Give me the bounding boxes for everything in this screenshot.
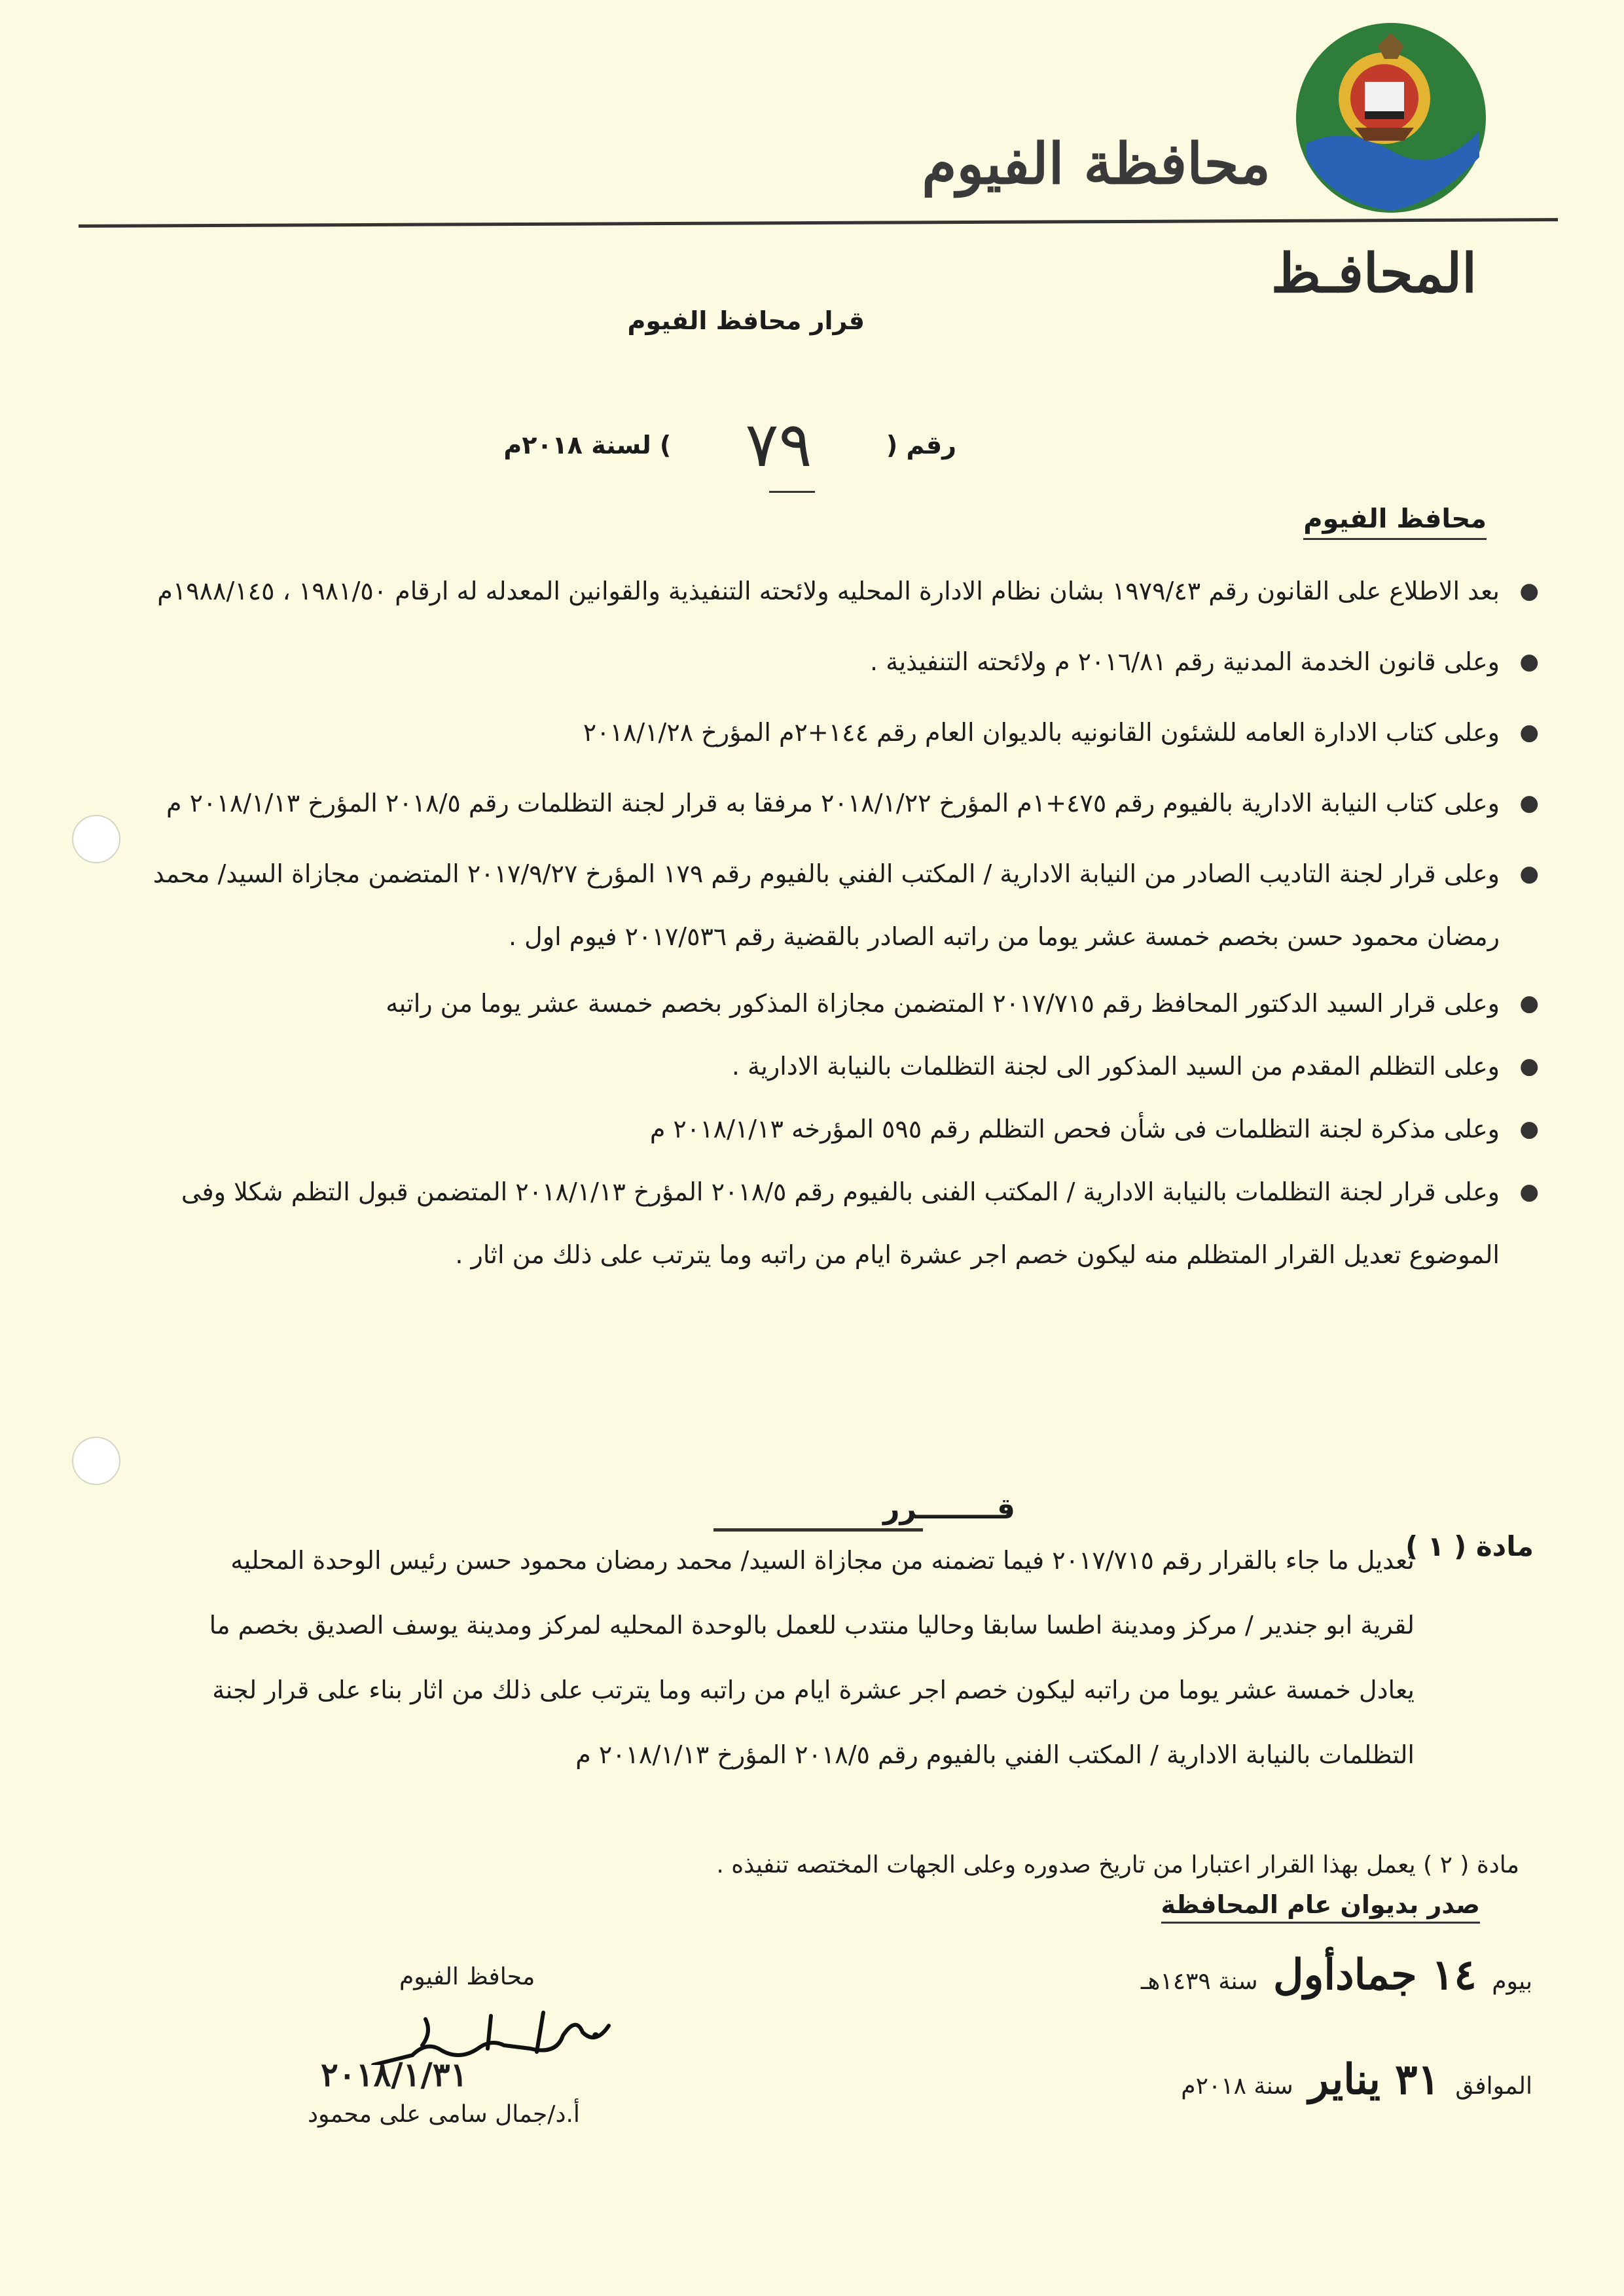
article-2	[145, 1846, 1519, 1885]
day-label: بيوم	[1492, 1968, 1532, 1995]
clause-item: ● وعلى كتاب الادارة العامه للشئون القانونيه بالديوان العام رقم ١٤٤+٢م المؤرخ ٢٠١٨/١/٢٨	[583, 718, 1539, 747]
article-2-label: مادة ( ٢ )	[1423, 1852, 1519, 1878]
signatory-name: أ.د/جمال سامى على محمود	[308, 2101, 580, 2128]
section-heading: محافظ الفيوم	[1303, 504, 1487, 540]
clause-item: ● وعلى قانون الخدمة المدنية رقم ٢٠١٦/٨١ م ولائحته التنفيذية .	[870, 647, 1539, 676]
signature-title: محافظ الفيوم	[399, 1964, 535, 1990]
gregorian-date: ٣١ يناير	[1308, 2055, 1440, 2104]
gregorian-date-row	[1181, 2055, 1532, 2104]
article-2-text: يعمل بهذا القرار اعتبارا من تاريخ صدوره وعلى الجهات المختصه تنفيذه .	[716, 1852, 1416, 1878]
corresponding-label: الموافق	[1455, 2073, 1532, 2100]
clause-item: ● وعلى قرار لجنة التاديب الصادر من النيابة الادارية / المكتب الفني بالفيوم رقم ١٧٩ المؤرخ ٢٠١٧/٩/٢٧ المتضمن مجازاة السيد/ محمد رمضان محمود حسن بخصم خمسة عشر يوما من راتبه الصادر بالقضية رقم ٢٠١٧/٥٣٦ فيوم اول .	[153, 859, 1539, 951]
issued-at: صدر بديوان عام المحافظة	[1161, 1890, 1480, 1924]
decision-number-label: رقم (	[886, 431, 956, 459]
clause-item: ● وعلى قرار لجنة التظلمات بالنيابة الادارية / المكتب الفنى بالفيوم رقم ٢٠١٨/٥ المؤرخ ٢٠١٨/١/١٣ المتضمن قبول التظم شكلا وفى الموضوع تعديل القرار المتظلم منه ليكون خصم اجر عشرة ايام من راتبه وما يترتب على ذلك من اثار .	[181, 1177, 1539, 1269]
governorate-emblem-icon	[1293, 20, 1489, 216]
decision-number-value: ٧٩	[745, 409, 812, 481]
punch-hole	[72, 815, 120, 863]
decision-number-row	[503, 409, 956, 481]
clause-text: وعلى مذكرة لجنة التظلمات فى شأن فحص التظلم رقم ٥٩٥ المؤرخه ٢٠١٨/١/١٣ م	[649, 1115, 1500, 1143]
clause-item: ● وعلى مذكرة لجنة التظلمات فى شأن فحص التظلم رقم ٥٩٥ المؤرخه ٢٠١٨/١/١٣ م	[649, 1115, 1539, 1143]
clause-text: وعلى كتاب الادارة العامه للشئون القانونيه بالديوان العام رقم ١٤٤+٢م المؤرخ ٢٠١٨/١/٢٨	[583, 718, 1500, 747]
clause-item: ● بعد الاطلاع على القانون رقم ١٩٧٩/٤٣ بشان نظام الادارة المحليه ولائحته التنفيذية والقوانين المعدله له ارقام ١٩٨١/٥٠ ، ١٩٨٨/١٤٥م	[157, 577, 1539, 605]
number-underline	[769, 491, 815, 493]
clause-text: وعلى كتاب النيابة الادارية بالفيوم رقم ٤٧٥+١م المؤرخ ٢٠١٨/١/٢٢ مرفقا به قرار لجنة التظلمات رقم ٢٠١٨/٥ المؤرخ ٢٠١٨/١/١٣ م	[166, 789, 1500, 817]
governor-title: المحافـظ	[1271, 242, 1477, 305]
decided-heading: قــــــــرر	[883, 1492, 1015, 1526]
hijri-date: ١٤ جمادأول	[1272, 1950, 1477, 2000]
clause-text: وعلى قرار السيد الدكتور المحافظ رقم ٢٠١٧/٧١٥ المتضمن مجازاة المذكور بخصم خمسة عشر يوما من راتبه	[386, 989, 1500, 1018]
article-1-text: تعديل ما جاء بالقرار رقم ٢٠١٧/٧١٥ فيما تضمنه من مجازاة السيد/ محمد رمضان محمود حسن رئيس الوحدة المحليه لقرية ابو جندير / مركز ومدينة اطسا سابقا وحاليا منتدب للعمل بالوحدة المحليه لمركز ومدينة يوسف الصديق بخصم ما يعادل خمسة عشر يوما من راتبه ليكون خصم اجر عشرة ايام من راتبه وما يترتب على ذلك من اثار بناء على قرار لجنة التظلمات بالنيابة الادارية / المكتب الفني بالفيوم رقم ٢٠١٨/٥ المؤرخ ٢٠١٨/١/١٣ م	[209, 1546, 1415, 1769]
clause-item: ● وعلى التظلم المقدم من السيد المذكور الى لجنة التظلمات بالنيابة الادارية .	[731, 1052, 1539, 1081]
decision-year-label: ) لسنة ٢٠١٨م	[503, 431, 672, 459]
governorate-name: محافظة الفيوم	[922, 131, 1271, 197]
signature-date: ٢٠١٨/١/٣١	[321, 2055, 468, 2094]
clause-text: وعلى التظلم المقدم من السيد المذكور الى لجنة التظلمات بالنيابة الادارية .	[731, 1052, 1500, 1081]
hijri-date-row	[1141, 1950, 1532, 2000]
hijri-year-label: سنة ١٤٣٩هـ	[1140, 1968, 1258, 1995]
punch-hole	[72, 1437, 120, 1485]
gregorian-year-label: سنة ٢٠١٨م	[1181, 2073, 1293, 2100]
clause-text: وعلى قرار لجنة التاديب الصادر من النيابة الادارية / المكتب الفني بالفيوم رقم ١٧٩ المؤرخ ٢٠١٧/٩/٢٧ المتضمن مجازاة السيد/ محمد رمضان محمود حسن بخصم خمسة عشر يوما من راتبه الصادر بالقضية رقم ٢٠١٧/٥٣٦ فيوم اول .	[153, 859, 1500, 951]
header-divider	[79, 218, 1558, 228]
clause-text: وعلى قرار لجنة التظلمات بالنيابة الادارية / المكتب الفنى بالفيوم رقم ٢٠١٨/٥ المؤرخ ٢٠١٨/١/١٣ المتضمن قبول التظم شكلا وفى الموضوع تعديل القرار المتظلم منه ليكون خصم اجر عشرة ايام من راتبه وما يترتب على ذلك من اثار .	[181, 1177, 1500, 1269]
clause-item: ● وعلى قرار السيد الدكتور المحافظ رقم ٢٠١٧/٧١٥ المتضمن مجازاة المذكور بخصم خمسة عشر يوما من راتبه	[386, 989, 1539, 1018]
decision-title: قرار محافظ الفيوم	[627, 306, 865, 335]
article-1-label: مادة ( ١ )	[1405, 1530, 1534, 1562]
clause-text: بعد الاطلاع على القانون رقم ١٩٧٩/٤٣ بشان نظام الادارة المحليه ولائحته التنفيذية والقوانين المعدله له ارقام ١٩٨١/٥٠ ، ١٩٨٨/١٤٥م	[157, 577, 1500, 605]
clause-item: ● وعلى كتاب النيابة الادارية بالفيوم رقم ٤٧٥+١م المؤرخ ٢٠١٨/١/٢٢ مرفقا به قرار لجنة التظلمات رقم ٢٠١٨/٥ المؤرخ ٢٠١٨/١/١٣ م	[166, 789, 1539, 817]
preamble-clauses	[99, 560, 1539, 1286]
clause-text: وعلى قانون الخدمة المدنية رقم ٢٠١٦/٨١ م ولائحته التنفيذية .	[870, 647, 1500, 676]
